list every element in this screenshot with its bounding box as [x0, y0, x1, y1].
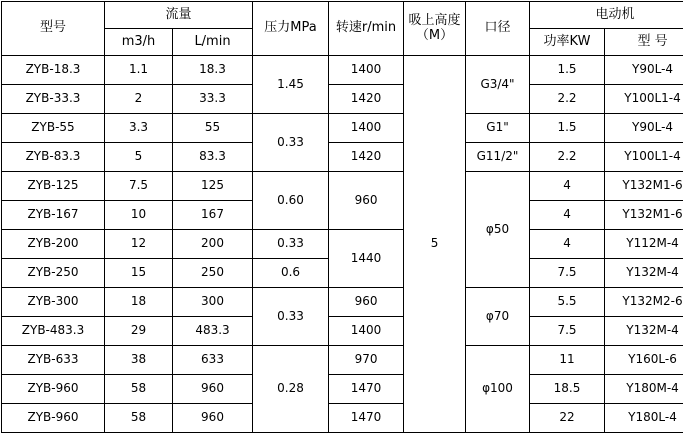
- header-motor-model: 型 号: [605, 29, 683, 56]
- table-row: [2, 404, 683, 433]
- cell-motor-power: 18.5: [530, 375, 605, 404]
- cell-flow-m3h: 18: [105, 288, 173, 317]
- cell-flow-m3h: 38: [105, 346, 173, 375]
- cell-motor-power: 2.2: [530, 85, 605, 114]
- cell-flow-m3h: 7.5: [105, 172, 173, 201]
- cell-motor-power: 22: [530, 404, 605, 433]
- cell-flow-lmin: 960: [173, 375, 253, 404]
- cell-flow-m3h: 12: [105, 230, 173, 259]
- cell-diameter: φ50: [466, 172, 530, 288]
- cell-flow-m3h: 3.3: [105, 114, 173, 143]
- cell-pressure: 0.33: [253, 288, 329, 346]
- cell-motor-power: 2.2: [530, 143, 605, 172]
- cell-motor-model: Y90L-4: [605, 114, 683, 143]
- cell-flow-m3h: 10: [105, 201, 173, 230]
- cell-pressure: 0.33: [253, 230, 329, 259]
- cell-motor-power: 5.5: [530, 288, 605, 317]
- cell-model: ZYB-250: [2, 259, 105, 288]
- header-flow-lmin: L/min: [173, 29, 253, 56]
- cell-model: ZYB-300: [2, 288, 105, 317]
- cell-flow-lmin: 125: [173, 172, 253, 201]
- cell-speed: 1400: [329, 317, 404, 346]
- cell-motor-power: 1.5: [530, 56, 605, 85]
- cell-flow-lmin: 167: [173, 201, 253, 230]
- table-row: [2, 56, 683, 85]
- cell-motor-power: 4: [530, 201, 605, 230]
- cell-speed: 1470: [329, 404, 404, 433]
- cell-speed: 1440: [329, 230, 404, 288]
- cell-speed: 1420: [329, 143, 404, 172]
- cell-diameter: G3/4": [466, 56, 530, 114]
- table-row: [2, 317, 683, 346]
- header-speed: 转速r/min: [329, 2, 404, 56]
- header-motor: 电动机: [530, 2, 683, 29]
- cell-pressure: 0.6: [253, 259, 329, 288]
- cell-flow-m3h: 29: [105, 317, 173, 346]
- cell-model: ZYB-167: [2, 201, 105, 230]
- cell-flow-lmin: 483.3: [173, 317, 253, 346]
- cell-motor-power: 4: [530, 230, 605, 259]
- table-header-row-top: [2, 2, 683, 29]
- cell-flow-lmin: 633: [173, 346, 253, 375]
- cell-model: ZYB-960: [2, 404, 105, 433]
- cell-motor-model: Y132M1-6: [605, 201, 683, 230]
- cell-motor-model: Y100L1-4: [605, 85, 683, 114]
- cell-speed: 960: [329, 172, 404, 230]
- pump-specification-table: [1, 1, 683, 433]
- cell-motor-power: 7.5: [530, 259, 605, 288]
- cell-pressure: 1.45: [253, 56, 329, 114]
- cell-flow-m3h: 58: [105, 404, 173, 433]
- table-row: [2, 85, 683, 114]
- table-row: [2, 288, 683, 317]
- cell-speed: 1400: [329, 56, 404, 85]
- cell-motor-model: Y132M2-6: [605, 288, 683, 317]
- cell-model: ZYB-33.3: [2, 85, 105, 114]
- cell-model: ZYB-55: [2, 114, 105, 143]
- cell-model: ZYB-483.3: [2, 317, 105, 346]
- cell-model: ZYB-18.3: [2, 56, 105, 85]
- cell-motor-model: Y90L-4: [605, 56, 683, 85]
- cell-flow-m3h: 58: [105, 375, 173, 404]
- cell-speed: 1420: [329, 85, 404, 114]
- cell-motor-model: Y180L-4: [605, 404, 683, 433]
- cell-diameter: G1": [466, 114, 530, 143]
- cell-motor-power: 11: [530, 346, 605, 375]
- header-suction-height: 吸上高度（M）: [404, 2, 466, 56]
- cell-flow-lmin: 55: [173, 114, 253, 143]
- table-row: [2, 143, 683, 172]
- table-row: [2, 375, 683, 404]
- header-pressure: 压力MPa: [253, 2, 329, 56]
- cell-diameter: φ70: [466, 288, 530, 346]
- cell-pressure: 0.28: [253, 346, 329, 433]
- header-flow: 流量: [105, 2, 253, 29]
- cell-flow-m3h: 15: [105, 259, 173, 288]
- cell-model: ZYB-960: [2, 375, 105, 404]
- cell-flow-lmin: 18.3: [173, 56, 253, 85]
- cell-motor-power: 4: [530, 172, 605, 201]
- table-row: [2, 172, 683, 201]
- header-flow-m3h: m3/h: [105, 29, 173, 56]
- table-row: [2, 230, 683, 259]
- cell-model: ZYB-83.3: [2, 143, 105, 172]
- cell-motor-model: Y180M-4: [605, 375, 683, 404]
- cell-motor-model: Y112M-4: [605, 230, 683, 259]
- cell-diameter: G11/2": [466, 143, 530, 172]
- cell-suction-height: 5: [404, 56, 466, 433]
- cell-pressure: 0.33: [253, 114, 329, 172]
- cell-flow-lmin: 250: [173, 259, 253, 288]
- table-row: [2, 346, 683, 375]
- cell-flow-m3h: 5: [105, 143, 173, 172]
- cell-flow-m3h: 1.1: [105, 56, 173, 85]
- cell-motor-model: Y160L-6: [605, 346, 683, 375]
- table-row: [2, 114, 683, 143]
- cell-model: ZYB-200: [2, 230, 105, 259]
- header-model: 型号: [2, 2, 105, 56]
- cell-speed: 1470: [329, 375, 404, 404]
- cell-speed: 960: [329, 288, 404, 317]
- cell-motor-power: 7.5: [530, 317, 605, 346]
- header-diameter: 口径: [466, 2, 530, 56]
- cell-flow-lmin: 960: [173, 404, 253, 433]
- cell-speed: 1400: [329, 114, 404, 143]
- cell-pressure: 0.60: [253, 172, 329, 230]
- cell-motor-model: Y100L1-4: [605, 143, 683, 172]
- cell-flow-lmin: 33.3: [173, 85, 253, 114]
- cell-motor-model: Y132M-4: [605, 259, 683, 288]
- cell-flow-lmin: 300: [173, 288, 253, 317]
- cell-speed: 970: [329, 346, 404, 375]
- cell-diameter: φ100: [466, 346, 530, 433]
- cell-motor-model: Y132M1-6: [605, 172, 683, 201]
- cell-model: ZYB-125: [2, 172, 105, 201]
- cell-model: ZYB-633: [2, 346, 105, 375]
- cell-motor-model: Y132M-4: [605, 317, 683, 346]
- cell-motor-power: 1.5: [530, 114, 605, 143]
- cell-flow-lmin: 200: [173, 230, 253, 259]
- header-motor-power: 功率KW: [530, 29, 605, 56]
- cell-flow-lmin: 83.3: [173, 143, 253, 172]
- cell-flow-m3h: 2: [105, 85, 173, 114]
